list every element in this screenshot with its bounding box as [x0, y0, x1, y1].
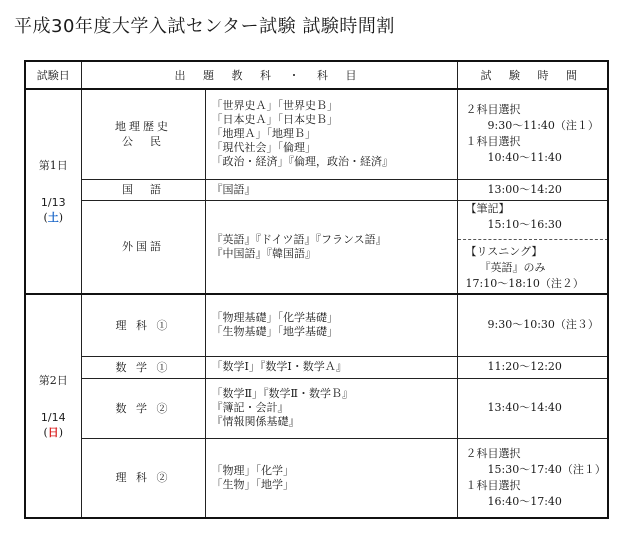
time-geo-history: ２科目選択 9:30～11:40（注１） １科目選択 10:40～11:40: [457, 89, 608, 179]
day2-date: 1/14: [40, 410, 66, 424]
day1-date: 1/13: [40, 196, 66, 209]
subject-geo-history: 地理歴史 公 民: [81, 89, 205, 179]
subject-math-2: 数 学 ②: [81, 378, 205, 438]
courses-math-1: 「数学Ⅰ」『数学Ⅰ・数学Ａ』: [205, 356, 457, 378]
courses-foreign-language: 『英語』『ドイツ語』『フランス語』 『中国語』『韓国語』: [205, 200, 457, 294]
page-title: 平成30年度大学入試センター試験 試験時間割: [14, 16, 395, 37]
sunday-label: 日: [47, 425, 59, 439]
header-subject: 出 題 教 科 ・ 科 目: [81, 61, 457, 89]
time-japanese: 13:00～14:20: [457, 179, 608, 200]
subject-science-1: 理 科 ①: [81, 294, 205, 356]
day1-label: 第1日: [38, 159, 68, 172]
time-science-1: 9:30～10:30（注３）: [457, 294, 608, 356]
courses-math-2: 「数学Ⅱ」『数学Ⅱ・数学Ｂ』 『簿記・会計』 『情報関係基礎』: [205, 378, 457, 438]
dashed-divider: [458, 239, 609, 240]
day2-weekday: (日): [43, 425, 64, 439]
day2-label: 第2日: [38, 373, 68, 387]
subject-math-1: 数 学 ①: [81, 356, 205, 378]
subject-foreign-language: 外国語: [81, 200, 205, 294]
time-math-1: 11:20～12:20: [457, 356, 608, 378]
saturday-label: 土: [47, 211, 59, 224]
courses-science-1: 「物理基礎」「化学基礎」 「生物基礎」「地学基礎」: [205, 294, 457, 356]
time-science-2: ２科目選択 15:30～17:40（注１） １科目選択 16:40～17:40: [457, 438, 608, 518]
time-foreign-language: 【筆記】 15:10～16:30 【リスニング】 『英語』のみ 17:10～18:10（注２）: [457, 200, 608, 294]
exam-schedule-table: [24, 60, 609, 519]
courses-science-2: 「物理」「化学」 「生物」「地学」: [205, 438, 457, 518]
subject-japanese: 国 語: [81, 179, 205, 200]
courses-geo-history: 「世界史Ａ」「世界史Ｂ」 「日本史Ａ」「日本史Ｂ」 「地理Ａ」「地理Ｂ」 「現代社会」「倫理」 「政治・経済」『倫理，政治・経済』: [205, 89, 457, 179]
header-time: 試 験 時 間: [457, 61, 608, 89]
courses-japanese: 『国語』: [205, 179, 457, 200]
header-day: 試験日: [25, 61, 81, 89]
subject-science-2: 理 科 ②: [81, 438, 205, 518]
day1-cell: [25, 89, 81, 294]
day2-cell: [25, 294, 81, 518]
time-math-2: 13:40～14:40: [457, 378, 608, 438]
day1-weekday: (土): [43, 211, 64, 224]
